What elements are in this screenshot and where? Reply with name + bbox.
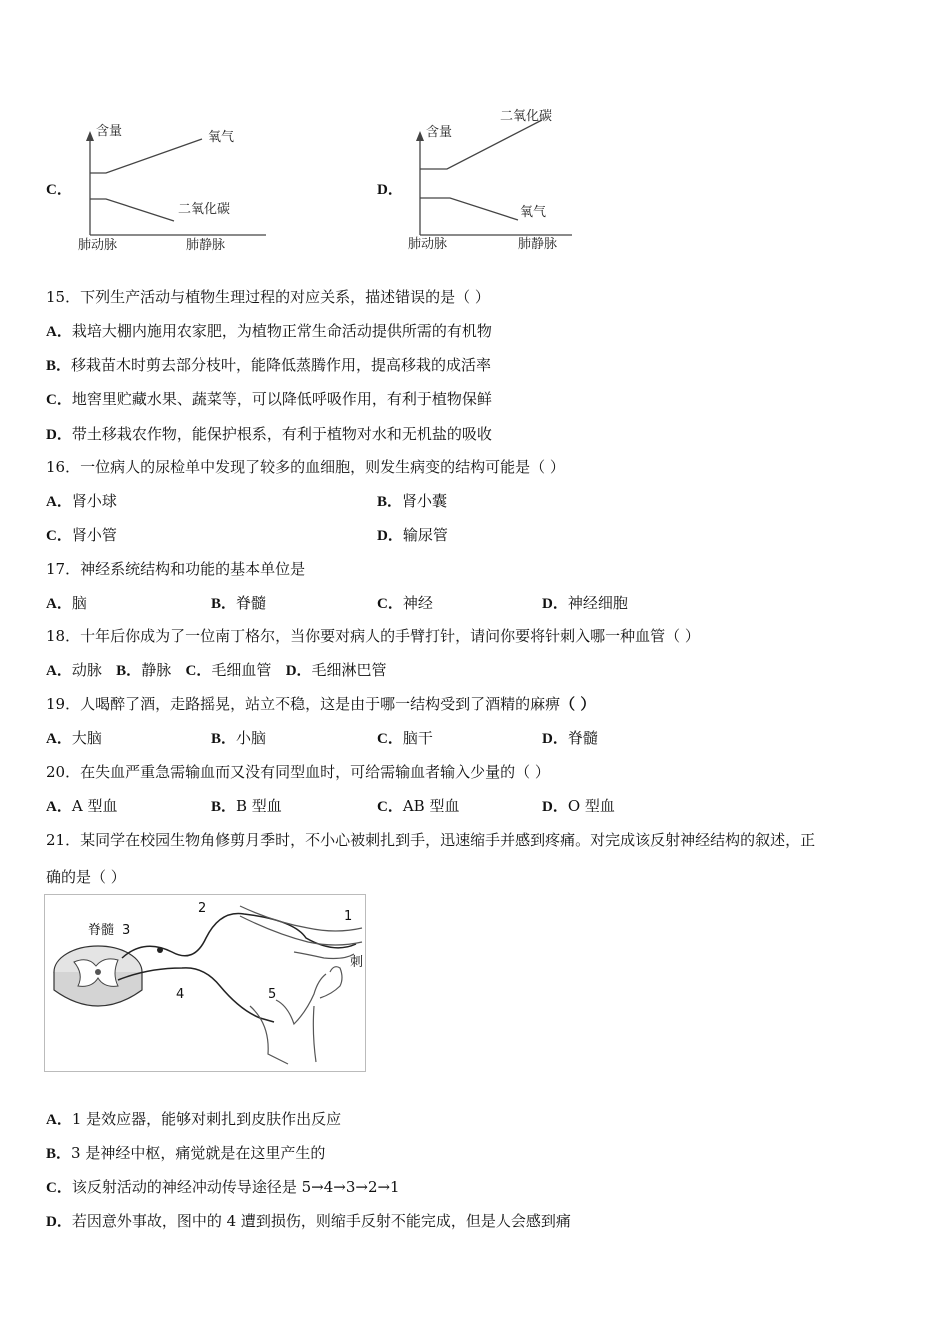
figure-number-4: 4 — [176, 987, 185, 1002]
thorn-label: 刺 — [350, 955, 364, 970]
q19-option-a — [46, 727, 102, 748]
q21-stem-line2: 确的是（ ） — [46, 868, 126, 886]
q21-option-b — [46, 1142, 325, 1163]
q18-option-a-label: A． — [46, 663, 72, 679]
q21-option-a-label: A． — [46, 1112, 72, 1128]
q15-option-c — [46, 388, 492, 409]
q15-option-b — [46, 354, 491, 375]
q21-option-d-label: D． — [46, 1214, 72, 1230]
q16-option-b-label: B． — [377, 494, 403, 510]
q17-option-c-label: C． — [377, 596, 403, 612]
q17-option-b — [211, 592, 266, 613]
q18-option-c-label: C． — [185, 663, 212, 679]
q19-option-b — [211, 727, 266, 748]
q20-option-c-text: AB 型血 — [402, 797, 460, 815]
q15-option-a-label: A． — [46, 324, 72, 340]
q17-option-a-label: A． — [46, 596, 72, 612]
q18-option-a-text: 动脉 — [71, 661, 102, 679]
q19-option-b-label: B． — [211, 731, 237, 747]
q21-option-a-text: 1 是效应器，能够对刺扎到皮肤作出反应 — [71, 1110, 342, 1128]
q19-option-c — [377, 727, 433, 748]
graph-d-x-end: 肺静脉 — [518, 237, 558, 252]
graph-c — [70, 115, 270, 255]
q17-option-b-text: 脊髓 — [236, 594, 267, 612]
q20-option-b-text: B 型血 — [236, 797, 282, 815]
q16-option-d-label: D． — [377, 528, 403, 544]
q21-option-d-text: 若因意外事故，图中的 4 遭到损伤，则缩手反射不能完成，但是人会感到痛 — [71, 1212, 571, 1230]
graph-d-upper-label: 二氧化碳 — [500, 109, 553, 124]
graph-c-option-label: C． — [46, 182, 72, 198]
figure-number-2: 2 — [198, 901, 207, 916]
q16-option-a — [46, 490, 117, 511]
q16-option-a-text: 肾小球 — [71, 492, 117, 510]
q19-option-c-label: C． — [377, 731, 403, 747]
q15-option-d-text: 带土移栽农作物，能保护根系，有利于植物对水和无机盐的吸收 — [71, 425, 492, 443]
graph-c-upper-line — [90, 139, 202, 173]
graph-c-lower-line — [90, 199, 174, 221]
q20-option-a-text: A 型血 — [71, 797, 118, 815]
q18-option-d-label: D． — [285, 663, 312, 679]
q19-stem — [46, 693, 595, 714]
ganglion — [157, 947, 163, 953]
graph-c-x-start: 肺动脉 — [78, 238, 118, 253]
q20-option-a-label: A． — [46, 799, 72, 815]
q17-option-c-text: 神经 — [402, 594, 433, 612]
q21-option-c — [46, 1176, 400, 1197]
q18-stem: 18．十年后你成为了一位南丁格尔，当你要对病人的手臂打针，请问你要将针刺入哪一种血管（ ） — [46, 627, 700, 645]
q18-options-row — [46, 659, 387, 680]
q15-option-c-text: 地窖里贮藏水果、蔬菜等，可以降低呼吸作用，有利于植物保鲜 — [71, 390, 492, 408]
q16-option-c — [46, 524, 117, 545]
q21-option-b-text: 3 是神经中枢，痛觉就是在这里产生的 — [71, 1144, 326, 1162]
figure-number-1: 1 — [344, 909, 353, 924]
q21-stem-line1: 21．某同学在校园生物角修剪月季时，不小心被刺扎到手，迅速缩手并感到疼痛。对完成该反射神经结构的叙述，正 — [46, 831, 816, 849]
q21-option-c-label: C． — [46, 1180, 72, 1196]
q21-option-d — [46, 1210, 571, 1231]
q21-option-a — [46, 1108, 341, 1129]
q19-option-a-text: 大脑 — [71, 729, 102, 747]
q20-option-d — [542, 795, 615, 816]
q20-option-c — [377, 795, 459, 816]
q19-stem-text: 19．人喝醉了酒，走路摇晃，站立不稳，这是由于哪一结构受到了酒精的麻痹 — [46, 695, 561, 713]
q15-option-b-text: 移栽苗木时剪去部分枝叶，能降低蒸腾作用，提高移栽的成活率 — [71, 356, 492, 374]
q15-option-d-label: D． — [46, 427, 72, 443]
q19-option-a-label: A． — [46, 731, 72, 747]
graph-d — [402, 102, 577, 256]
graph-d-option-label: D． — [377, 182, 403, 198]
q19-option-d — [542, 727, 598, 748]
q19-option-d-label: D． — [542, 731, 568, 747]
q19-option-d-text: 脊髓 — [567, 729, 598, 747]
q17-option-c — [377, 592, 433, 613]
q16-option-a-label: A． — [46, 494, 72, 510]
graph-c-lower-label: 二氧化碳 — [178, 202, 231, 217]
q21-option-c-text: 该反射活动的神经冲动传导途径是 5→4→3→2→1 — [71, 1178, 400, 1196]
graph-d-x-start: 肺动脉 — [408, 237, 448, 252]
q17-option-b-label: B． — [211, 596, 237, 612]
spinal-label: 脊髓 — [88, 923, 115, 938]
q17-option-d-label: D． — [542, 596, 568, 612]
q20-option-b-label: B． — [211, 799, 237, 815]
q20-option-b — [211, 795, 282, 816]
q17-option-d — [542, 592, 628, 613]
graph-d-lower-label: 氧气 — [520, 205, 547, 220]
q16-option-d-text: 输尿管 — [402, 526, 448, 544]
reflex-arc-figure — [44, 894, 368, 1074]
q19-stem-paren: （ ） — [560, 695, 596, 713]
q15-option-a — [46, 320, 492, 341]
graph-c-y-label: 含量 — [96, 124, 123, 139]
q17-option-a — [46, 592, 87, 613]
q16-option-c-text: 肾小管 — [71, 526, 117, 544]
figure-number-3: 3 — [122, 923, 131, 938]
q15-option-d — [46, 423, 492, 444]
graph-c-upper-label: 氧气 — [208, 130, 235, 145]
q16-option-b-text: 肾小囊 — [402, 492, 448, 510]
q18-option-d-text: 毛细淋巴管 — [311, 661, 387, 679]
q19-option-c-text: 脑干 — [402, 729, 433, 747]
q18-option-b-label: B． — [116, 663, 142, 679]
figure-number-5: 5 — [268, 987, 277, 1002]
q18-option-b-text: 静脉 — [141, 661, 172, 679]
q16-option-c-label: C． — [46, 528, 72, 544]
q17-option-d-text: 神经细胞 — [567, 594, 628, 612]
q16-option-b — [377, 490, 447, 511]
q20-option-c-label: C． — [377, 799, 403, 815]
graph-d-y-label: 含量 — [426, 125, 453, 140]
q20-option-a — [46, 795, 117, 816]
graph-d-y-arrow — [416, 131, 424, 141]
q15-stem: 15．下列生产活动与植物生理过程的对应关系，描述错误的是（ ） — [46, 288, 490, 306]
q17-option-a-text: 脑 — [71, 594, 87, 612]
q21-option-b-label: B． — [46, 1146, 72, 1162]
graph-d-lower-line — [420, 198, 518, 220]
graph-c-x-end: 肺静脉 — [186, 238, 226, 253]
q20-stem: 20．在失血严重急需输血而又没有同型血时，可给需输血者输入少量的（ ） — [46, 763, 550, 781]
q20-option-d-text: O 型血 — [567, 797, 615, 815]
q20-option-d-label: D． — [542, 799, 568, 815]
q15-option-a-text: 栽培大棚内施用农家肥，为植物正常生命活动提供所需的有机物 — [71, 322, 492, 340]
q16-option-d — [377, 524, 448, 545]
q16-stem: 16．一位病人的尿检单中发现了较多的血细胞，则发生病变的结构可能是（ ） — [46, 458, 565, 476]
q17-stem: 17．神经系统结构和功能的基本单位是 — [46, 560, 306, 578]
q15-option-c-label: C． — [46, 392, 72, 408]
graph-c-y-arrow — [86, 131, 94, 141]
q18-option-c-text: 毛细血管 — [211, 661, 272, 679]
q15-option-b-label: B． — [46, 358, 72, 374]
q19-option-b-text: 小脑 — [236, 729, 267, 747]
